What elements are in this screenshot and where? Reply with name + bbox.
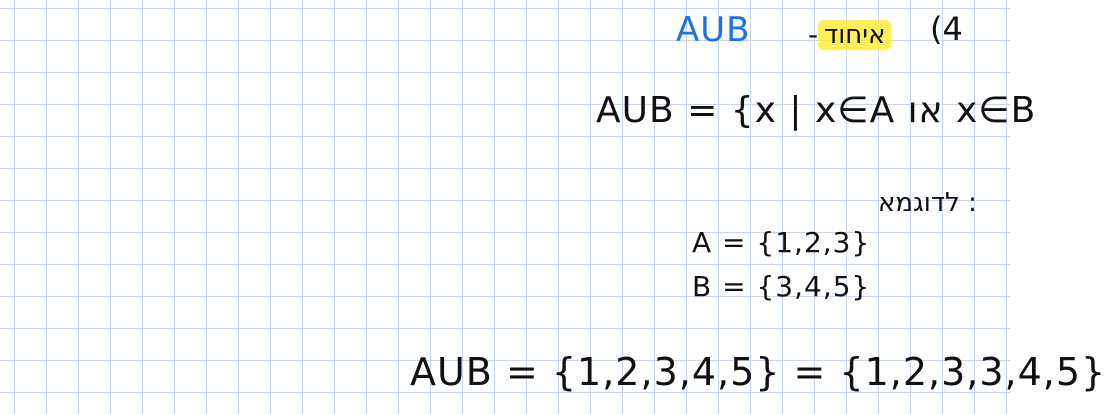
set-b: B = {3,4,5} [692,270,871,303]
title-highlighted-label: איחוד [818,20,891,50]
title-dash: - [808,18,819,51]
title-expression: AUB [676,10,751,50]
set-a: A = {1,2,3} [692,226,871,259]
union-result: AUB = {1,2,3,4,5} = {1,2,3,3,4,5} [410,350,1106,394]
section-number: (4 [930,10,963,48]
example-label: : לדוגמא [878,188,977,218]
union-definition: AUB = {x | x∈A או x∈B [596,90,1037,131]
